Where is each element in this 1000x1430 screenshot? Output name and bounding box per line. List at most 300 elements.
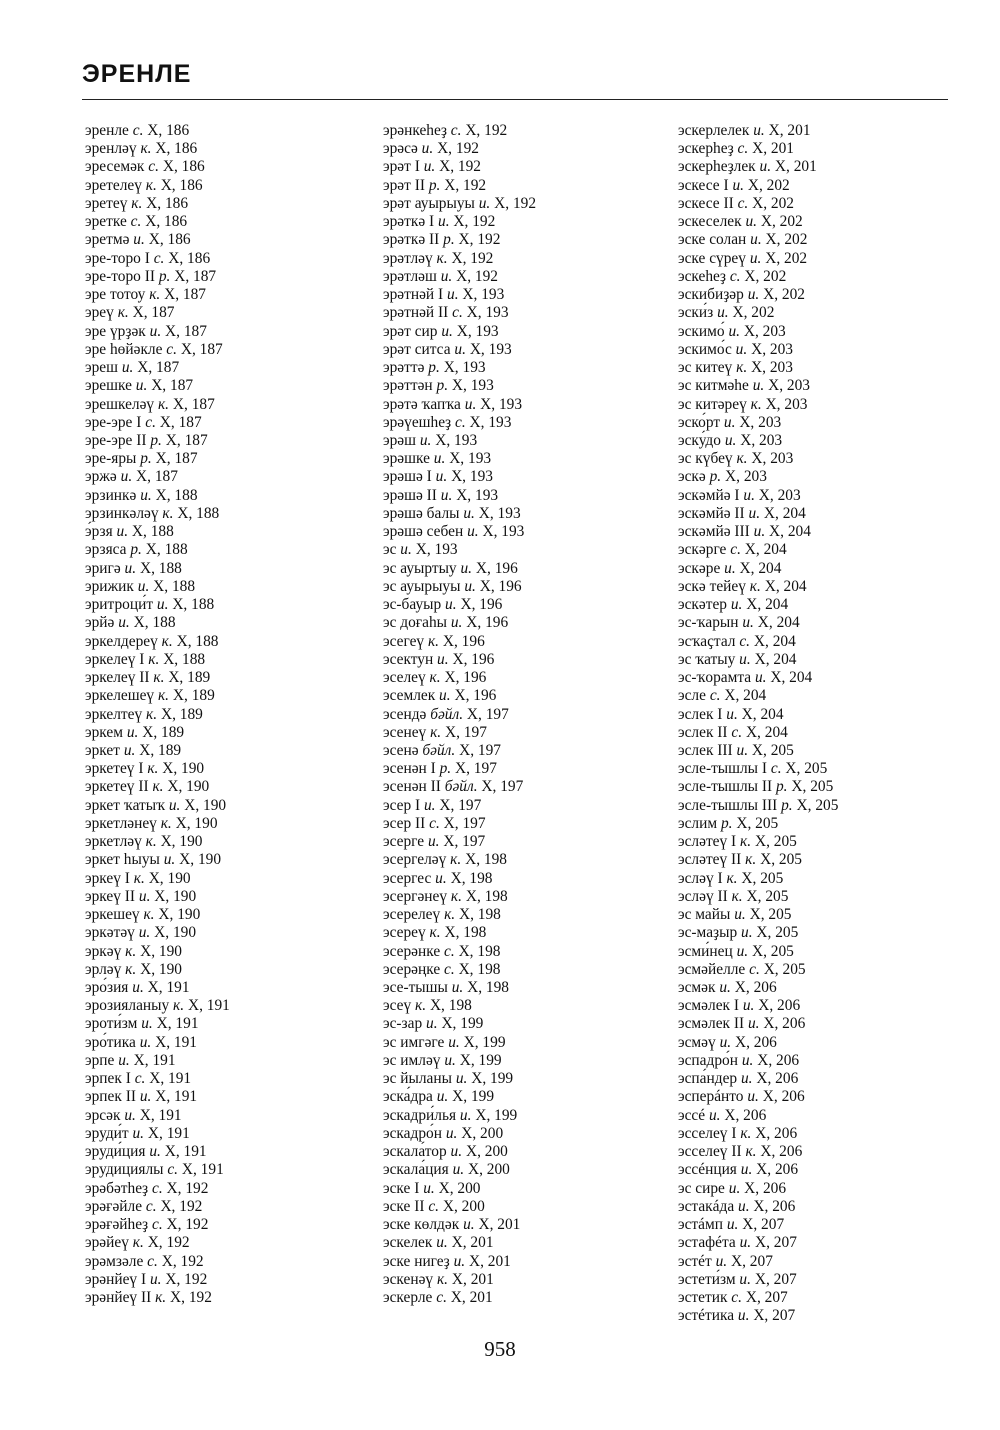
entry-part-of-speech: с. <box>730 541 741 559</box>
entry-headword: эскесе I <box>678 176 729 194</box>
index-entry <box>383 122 536 140</box>
entry-reference: Х, 201 <box>468 1252 511 1270</box>
entry-reference: Х, 201 <box>451 1270 494 1288</box>
index-entry <box>85 851 230 869</box>
index-entry <box>85 1088 230 1106</box>
index-entry <box>678 268 838 286</box>
entry-headword: эске көлдәк <box>383 1216 460 1234</box>
entry-part-of-speech: и. <box>739 650 751 668</box>
entry-reference: Х, 187 <box>172 395 215 413</box>
index-entry <box>85 815 230 833</box>
entry-reference: Х, 187 <box>137 359 180 377</box>
entry-reference: Х, 206 <box>758 997 801 1015</box>
entry-reference: Х, 207 <box>753 1307 796 1325</box>
entry-headword: эскә <box>678 468 706 486</box>
index-entry <box>678 578 838 596</box>
entry-reference: Х, 206 <box>756 1070 799 1088</box>
entry-reference: Х, 192 <box>465 122 508 139</box>
entry-reference: Х, 204 <box>745 723 788 741</box>
entry-part-of-speech: и. <box>741 1051 754 1069</box>
entry-headword: эскелек <box>383 1234 433 1252</box>
entry-headword: эре-торо II <box>85 267 155 285</box>
entry-headword: эрәткә II <box>383 231 440 249</box>
entry-part-of-speech: и. <box>121 359 134 377</box>
entry-reference: Х, 197 <box>439 796 482 814</box>
entry-part-of-speech: и. <box>451 979 464 997</box>
index-entry <box>383 560 536 578</box>
entry-headword: эс ауырыуы <box>383 577 461 595</box>
entry-headword: эскимо́ <box>678 322 725 340</box>
entry-headword: эсенә <box>383 741 419 759</box>
index-entry <box>85 523 230 541</box>
entry-reference: Х, 202 <box>744 267 787 285</box>
entry-part-of-speech: и. <box>463 504 475 522</box>
entry-reference: Х, 205 <box>760 851 802 869</box>
entry-part-of-speech: и. <box>139 1088 152 1106</box>
entry-headword: эрәт II <box>383 176 425 194</box>
index-entry <box>383 1125 536 1143</box>
index-entry <box>383 268 536 286</box>
index-entry <box>678 797 838 815</box>
entry-reference: Х, 198 <box>444 924 487 942</box>
entry-part-of-speech: и. <box>423 158 436 176</box>
entry-reference: Х, 205 <box>785 760 828 778</box>
entry-headword: эс имгәге <box>383 1033 445 1051</box>
index-entry <box>678 1088 838 1106</box>
entry-part-of-speech: и. <box>118 1051 130 1069</box>
index-entry <box>678 979 838 997</box>
entry-part-of-speech: и. <box>467 523 479 541</box>
entry-headword: эркеү I <box>85 869 130 887</box>
entry-headword: э́рзя <box>85 523 113 541</box>
index-entry <box>383 341 536 359</box>
entry-reference: Х, 204 <box>753 632 796 650</box>
entry-headword: эстáмп <box>678 1216 723 1234</box>
entry-reference: Х, 202 <box>732 304 775 322</box>
entry-reference: Х, 203 <box>739 413 782 431</box>
entry-reference: Х, 193 <box>435 431 478 449</box>
entry-reference: Х, 192 <box>439 158 482 176</box>
index-entry <box>85 250 230 268</box>
index-entry <box>678 1052 838 1070</box>
entry-reference: Х, 187 <box>165 322 207 340</box>
index-entry <box>85 505 230 523</box>
entry-part-of-speech: и. <box>439 687 451 705</box>
entry-reference: Х, 206 <box>753 1197 796 1215</box>
index-entry <box>383 997 536 1015</box>
entry-headword: эс имләү <box>383 1051 441 1069</box>
entry-part-of-speech: и. <box>436 1234 448 1252</box>
entry-part-of-speech: с. <box>731 1289 742 1306</box>
entry-part-of-speech: и. <box>728 1179 741 1197</box>
index-entry <box>85 487 230 505</box>
entry-reference: Х, 203 <box>740 431 783 449</box>
entry-part-of-speech: с. <box>739 632 751 650</box>
entry-part-of-speech: и. <box>436 1088 449 1106</box>
index-entry <box>383 177 536 195</box>
index-entry <box>85 706 230 724</box>
entry-reference: Х, 189 <box>142 723 185 741</box>
entry-reference: Х, 200 <box>442 1197 485 1215</box>
index-entry <box>383 1034 536 1052</box>
entry-reference: Х, 206 <box>755 1124 798 1142</box>
entry-headword: эстети́зм <box>678 1270 736 1288</box>
entry-part-of-speech: и. <box>726 705 738 723</box>
index-entry <box>383 396 536 414</box>
index-entry <box>85 596 230 614</box>
entry-headword: эсмәлек II <box>678 1015 745 1033</box>
index-entry <box>383 1271 536 1289</box>
index-entry <box>383 414 536 432</box>
entry-part-of-speech: и. <box>419 431 432 449</box>
entry-headword: эрәнйеү I <box>85 1270 147 1288</box>
entry-part-of-speech: к. <box>146 705 158 723</box>
entry-reference: Х, 192 <box>453 213 496 231</box>
entry-headword: эретке <box>85 213 127 231</box>
entry-reference: Х, 191 <box>155 1033 198 1051</box>
entry-headword: эркеү II <box>85 887 136 905</box>
index-entry <box>85 633 230 651</box>
entry-reference: Х, 200 <box>467 1161 510 1179</box>
index-entry <box>383 724 536 742</box>
entry-part-of-speech: и. <box>149 1270 162 1288</box>
index-entry <box>85 1107 230 1125</box>
entry-part-of-speech: к. <box>415 997 427 1015</box>
entry-headword: эс китмәһе <box>678 377 749 395</box>
entry-part-of-speech: р. <box>428 176 441 194</box>
entry-reference: Х, 199 <box>475 1106 518 1124</box>
entry-headword: эркет <box>85 741 120 759</box>
entry-reference: Х, 192 <box>166 1216 209 1234</box>
entry-headword: эрәнйеү II <box>85 1289 152 1306</box>
entry-reference: Х, 186 <box>145 213 188 231</box>
entry-part-of-speech: к. <box>740 1124 752 1142</box>
entry-reference: Х, 203 <box>765 395 808 413</box>
entry-reference: Х, 188 <box>177 504 220 522</box>
entry-part-of-speech: р. <box>443 231 455 249</box>
index-entry <box>383 1143 536 1161</box>
entry-reference: Х, 205 <box>736 814 779 832</box>
entry-reference: Х, 188 <box>163 650 206 668</box>
entry-part-of-speech: с. <box>429 814 440 832</box>
entry-reference: Х, 192 <box>165 1270 208 1288</box>
entry-headword: эрәшә I <box>383 468 432 486</box>
entry-part-of-speech: с. <box>749 960 760 978</box>
entry-headword: эскимо́с <box>678 340 732 358</box>
index-entry <box>678 997 838 1015</box>
entry-headword: эрпе <box>85 1051 115 1069</box>
entry-reference: Х, 189 <box>168 669 211 687</box>
entry-reference: Х, 197 <box>455 760 497 778</box>
entry-headword: эрозияланыу <box>85 997 170 1015</box>
entry-part-of-speech: и. <box>726 1216 739 1234</box>
entry-reference: Х, 193 <box>456 322 499 340</box>
entry-part-of-speech: и. <box>427 833 440 851</box>
index-entry <box>383 888 536 906</box>
index-entry <box>383 487 536 505</box>
entry-part-of-speech: к. <box>749 577 761 595</box>
entry-part-of-speech: к. <box>131 194 143 212</box>
entry-reference: Х, 198 <box>429 997 472 1015</box>
entry-reference: Х, 197 <box>481 778 524 796</box>
entry-part-of-speech: с. <box>729 267 741 285</box>
entry-part-of-speech: и. <box>445 1124 458 1142</box>
index-entry <box>85 195 230 213</box>
index-entry <box>678 505 838 523</box>
entry-part-of-speech: с. <box>737 194 749 212</box>
entry-part-of-speech: и. <box>118 614 130 632</box>
index-entry <box>85 651 230 669</box>
entry-part-of-speech: к. <box>436 1270 449 1288</box>
entry-reference: Х, 186 <box>168 249 211 267</box>
entry-headword: эржә <box>85 468 117 486</box>
entry-reference: Х, 199 <box>441 1015 484 1033</box>
index-entry <box>383 797 536 815</box>
index-entry <box>678 1161 838 1179</box>
entry-part-of-speech: и. <box>748 504 761 522</box>
index-entry <box>85 997 230 1015</box>
entry-headword: эслек II <box>678 723 728 741</box>
entry-headword: эрешкеләү <box>85 395 155 413</box>
entry-part-of-speech: и. <box>120 468 133 486</box>
entry-part-of-speech: и. <box>728 322 740 340</box>
entry-part-of-speech: к. <box>125 942 137 960</box>
index-entry <box>678 1180 838 1198</box>
entry-part-of-speech: и. <box>423 796 436 814</box>
entry-part-of-speech: и. <box>735 340 748 358</box>
index-entry <box>678 669 838 687</box>
entry-headword: эрпек II <box>85 1088 136 1106</box>
entry-part-of-speech: к. <box>145 176 157 194</box>
entry-part-of-speech: и. <box>736 741 749 759</box>
entry-part-of-speech: к. <box>162 504 174 522</box>
index-entry <box>383 1107 536 1125</box>
entry-headword: эсергес <box>383 869 432 887</box>
entry-headword: эрәт ауырыуы <box>383 194 475 212</box>
entry-part-of-speech: и. <box>734 906 746 924</box>
entry-part-of-speech: с. <box>145 413 156 431</box>
entry-reference: Х, 192 <box>437 140 479 158</box>
entry-part-of-speech: и. <box>447 286 459 304</box>
entry-part-of-speech: и. <box>737 1307 750 1325</box>
entry-part-of-speech: к. <box>149 286 161 304</box>
entry-reference: Х, 204 <box>770 669 813 687</box>
entry-part-of-speech: и. <box>400 541 412 559</box>
entry-part-of-speech: с. <box>436 1289 447 1306</box>
entry-reference: Х, 197 <box>445 723 487 741</box>
entry-headword: эретелеү <box>85 176 142 194</box>
index-entry <box>383 578 536 596</box>
entry-reference: Х, 200 <box>438 1179 481 1197</box>
entry-headword: эска́дра <box>383 1088 433 1106</box>
entry-part-of-speech: с. <box>444 942 455 960</box>
entry-part-of-speech: и. <box>133 231 145 249</box>
entry-headword: эрудициялы <box>85 1161 164 1179</box>
index-entry <box>383 815 536 833</box>
entry-headword: эске II <box>383 1197 425 1215</box>
index-entry <box>85 122 230 140</box>
entry-reference: Х, 206 <box>760 1143 803 1161</box>
entry-reference: Х, 199 <box>459 1051 502 1069</box>
index-entry <box>85 468 230 486</box>
index-entry <box>678 815 838 833</box>
entry-headword: эркелешеү <box>85 687 155 705</box>
index-entry <box>85 1234 230 1252</box>
index-entry <box>678 760 838 778</box>
index-entry <box>678 851 838 869</box>
entry-headword: эренләү <box>85 140 137 158</box>
entry-headword: эруди́ция <box>85 1143 146 1161</box>
entry-part-of-speech: к. <box>160 814 172 832</box>
entry-headword: эре һөйәкле <box>85 340 163 358</box>
index-entry <box>85 778 230 796</box>
entry-reference: Х, 202 <box>752 194 795 212</box>
entry-part-of-speech: с. <box>152 1179 163 1197</box>
index-entry <box>383 906 536 924</box>
entry-headword: эске сүреү <box>678 249 746 267</box>
entry-headword: эслек I <box>678 705 723 723</box>
entry-reference: Х, 188 <box>176 632 219 650</box>
entry-part-of-speech: с. <box>454 413 466 431</box>
index-entry <box>678 359 838 377</box>
entry-reference: Х, 205 <box>791 778 834 796</box>
entry-part-of-speech: и. <box>421 140 434 158</box>
entry-part-of-speech: и. <box>739 1234 752 1252</box>
entry-reference: Х, 205 <box>751 741 794 759</box>
entry-reference: Х, 204 <box>739 559 782 577</box>
index-entry <box>383 943 536 961</box>
index-entry <box>383 614 536 632</box>
entry-part-of-speech: и. <box>730 596 743 614</box>
index-entry <box>383 1070 536 1088</box>
entry-part-of-speech: к. <box>157 687 170 705</box>
index-entry <box>678 1125 838 1143</box>
entry-headword: эске солан <box>678 231 747 249</box>
entry-reference: Х, 193 <box>480 395 523 413</box>
index-entry <box>678 560 838 578</box>
entry-headword: эс-ҡорамта <box>678 669 752 687</box>
entry-headword: эскеһеҙ <box>678 267 726 285</box>
entry-part-of-speech: и. <box>740 1161 753 1179</box>
entry-reference: Х, 190 <box>154 924 197 942</box>
entry-part-of-speech: и. <box>450 1143 463 1161</box>
entry-part-of-speech: к. <box>133 869 145 887</box>
index-entry <box>383 924 536 942</box>
entry-headword: эсселеү I <box>678 1124 737 1142</box>
entry-reference: Х, 200 <box>461 1124 504 1142</box>
entry-part-of-speech: и. <box>747 286 760 304</box>
index-entry <box>383 1088 536 1106</box>
index-entry <box>678 943 838 961</box>
entry-headword: эркешеү <box>85 906 140 924</box>
entry-reference: Х, 187 <box>180 340 223 358</box>
entry-headword: эскенәү <box>383 1270 434 1288</box>
index-entry <box>85 268 230 286</box>
entry-part-of-speech: и. <box>444 1051 456 1069</box>
index-entry <box>85 1034 230 1052</box>
entry-reference: Х, 204 <box>763 504 806 522</box>
entry-part-of-speech: и. <box>440 267 453 285</box>
entry-part-of-speech: и. <box>435 468 448 486</box>
entry-headword: эрпек I <box>85 1070 131 1088</box>
entry-headword: эрәтләү <box>383 249 433 267</box>
entry-part-of-speech: и. <box>438 213 450 231</box>
index-entry <box>85 140 230 158</box>
entry-reference: Х, 206 <box>724 1106 767 1124</box>
index-entry <box>383 1198 536 1216</box>
entry-headword: эспа́ндер <box>678 1070 738 1088</box>
index-entry <box>678 614 838 632</box>
entry-part-of-speech: и. <box>463 1216 475 1234</box>
entry-part-of-speech: и. <box>426 1015 438 1033</box>
entry-headword: эскеселек <box>678 213 742 231</box>
entry-part-of-speech: бәйл. <box>422 741 456 759</box>
entry-reference: Х, 205 <box>746 887 789 905</box>
entry-part-of-speech: и. <box>123 741 136 759</box>
entry-headword: эркетеү I <box>85 760 144 778</box>
entry-part-of-speech: к. <box>145 833 157 851</box>
index-entry <box>383 669 536 687</box>
entry-headword: эскала́ция <box>383 1161 449 1179</box>
entry-reference: Х, 203 <box>743 322 786 340</box>
index-entry <box>85 888 230 906</box>
entry-part-of-speech: бәйл. <box>430 705 464 723</box>
entry-reference: Х, 187 <box>136 468 178 486</box>
entry-headword: эре-эре II <box>85 431 147 449</box>
index-entry <box>85 614 230 632</box>
entry-reference: Х, 203 <box>751 340 793 358</box>
entry-part-of-speech: и. <box>460 559 473 577</box>
entry-part-of-speech: и. <box>149 1143 161 1161</box>
entry-reference: Х, 205 <box>751 942 794 960</box>
entry-part-of-speech: к. <box>726 869 738 887</box>
entry-headword: эсләтеү I <box>678 833 737 851</box>
entry-headword: эсереү <box>383 924 426 942</box>
entry-reference: Х, 203 <box>725 468 767 486</box>
entry-headword: эрәғәйһеҙ <box>85 1216 149 1234</box>
index-entry <box>85 760 230 778</box>
entry-part-of-speech: и. <box>754 669 767 687</box>
entry-part-of-speech: с. <box>147 1252 158 1270</box>
entry-reference: Х, 207 <box>754 1270 797 1288</box>
entry-part-of-speech: и. <box>736 942 749 960</box>
entry-reference: Х, 198 <box>467 979 510 997</box>
entry-reference: Х, 202 <box>763 286 805 304</box>
index-entry <box>383 523 536 541</box>
entry-headword: эс <box>383 541 397 559</box>
index-entry <box>383 213 536 231</box>
entry-headword: эскәмйә II <box>678 504 745 522</box>
entry-headword: эски́з <box>678 304 714 322</box>
entry-part-of-speech: и. <box>478 194 491 212</box>
entry-reference: Х, 188 <box>172 596 215 614</box>
index-entry <box>678 487 838 505</box>
entry-headword: эслек III <box>678 741 733 759</box>
entry-part-of-speech: и. <box>724 431 737 449</box>
entry-part-of-speech: с. <box>167 1161 179 1179</box>
entry-reference: Х, 202 <box>765 249 808 267</box>
entry-headword: эскерһеҙ <box>678 140 734 158</box>
entry-reference: Х, 188 <box>153 577 196 595</box>
entry-headword: эсмәйелле <box>678 960 746 978</box>
entry-reference: Х, 187 <box>164 286 207 304</box>
entry-headword: эсемлек <box>383 687 436 705</box>
entry-headword: эс йыланы <box>383 1070 452 1088</box>
entry-reference: Х, 189 <box>139 741 182 759</box>
index-entry <box>383 195 536 213</box>
entry-part-of-speech: и. <box>455 1070 468 1088</box>
entry-part-of-speech: и. <box>124 559 137 577</box>
